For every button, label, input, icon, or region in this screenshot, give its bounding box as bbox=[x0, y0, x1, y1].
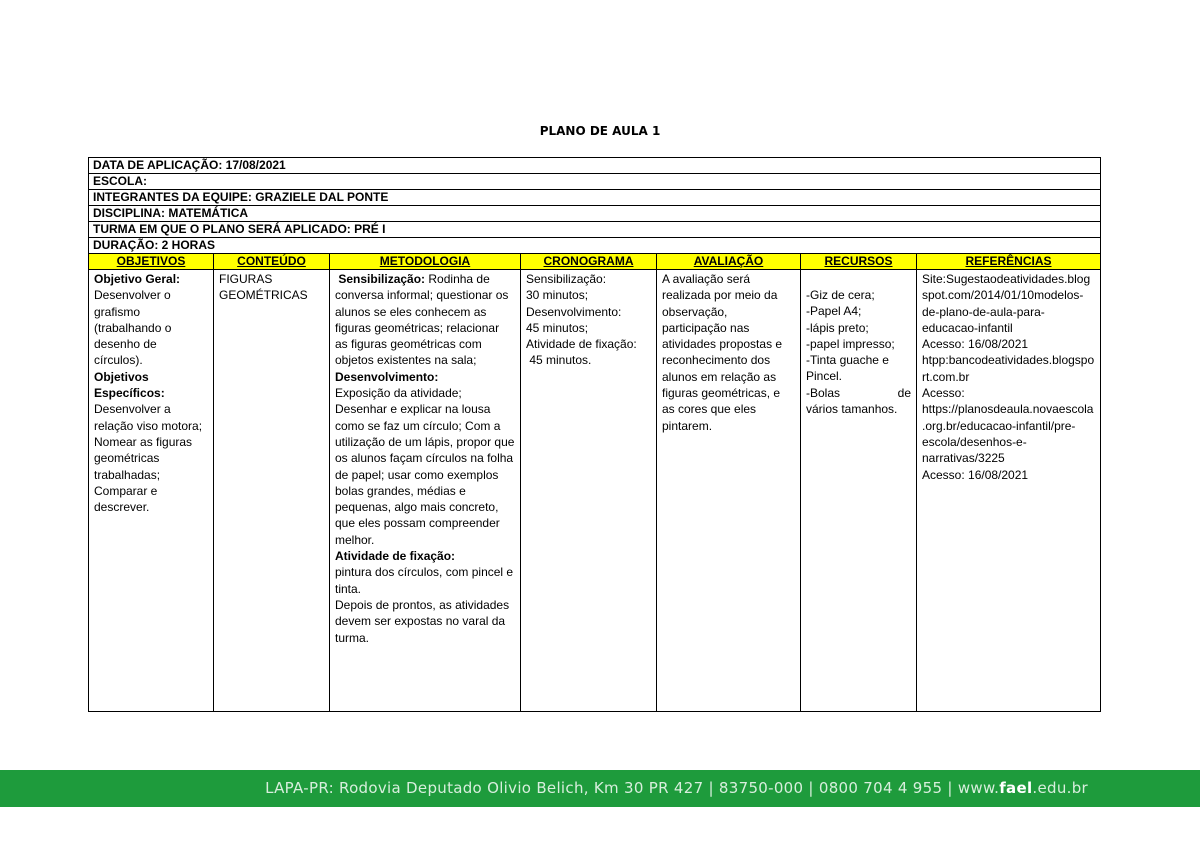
info-date: DATA DE APLICAÇÃO: 17/08/2021 bbox=[89, 158, 1101, 174]
document-title: PLANO DE AULA 1 bbox=[539, 124, 661, 138]
objetivos-cell bbox=[89, 270, 214, 712]
recurso-item: -Tinta guache e Pincel. bbox=[806, 353, 889, 384]
cronograma-line: Sensibilização: bbox=[526, 272, 607, 286]
metodologia-final-text: Depois de prontos, as atividades devem ser expostas no varal da turma. bbox=[335, 597, 510, 645]
cronograma-line: Atividade de fixação: bbox=[526, 337, 637, 352]
footer-brand: fael bbox=[999, 779, 1033, 797]
column-header-row bbox=[89, 254, 1101, 270]
objetivo-especifico-item: Comparar e descrever. bbox=[94, 483, 158, 515]
header-recursos: RECURSOS bbox=[801, 254, 917, 270]
cronograma-line: 45 minutos. bbox=[526, 353, 592, 368]
referencia-line: htpp:bancodeatividades.blogsport.com.br bbox=[922, 353, 1095, 384]
metodologia-cell bbox=[330, 270, 521, 712]
recurso-item-bolas-rest: vários tamanhos. bbox=[806, 402, 898, 417]
avaliacao-cell bbox=[657, 270, 801, 712]
avaliacao-text: A avaliação será realizada por meio da observação, participação nas atividades propostas e reconhecimento dos alunos em relação as figuras geométricas, e as cores que eles pintarem. bbox=[662, 272, 783, 433]
header-referencias: REFERÊNCIAS bbox=[917, 254, 1101, 270]
desenvolvimento-label: Desenvolvimento: bbox=[335, 369, 439, 384]
conteudo-cell bbox=[214, 270, 330, 712]
desenvolvimento-text: Exposição da atividade; Desenhar e explicar na lousa como se faz um círculo; Com a utilização de um lápis, propor que os alunos façam círculos na folha de papel; usar como exemplos bolas grandes, médias e pequenas, algo mais concreto, que eles possam compreender melhor. bbox=[335, 386, 515, 547]
referencia-line: https://planosdeaula.novaescola.org.br/educacao-infantil/pre-escola/desenhos-e-narrativas/3225 bbox=[922, 402, 1094, 466]
lesson-plan-table bbox=[88, 157, 1101, 712]
recurso-item: -papel impresso; bbox=[806, 336, 895, 351]
cronograma-cell bbox=[521, 270, 657, 712]
header-objetivos: OBJETIVOS bbox=[89, 254, 214, 270]
info-subject: DISCIPLINA: MATEMÁTICA bbox=[89, 206, 1101, 222]
recursos-cell bbox=[801, 270, 917, 712]
referencia-line: Acesso: 16/08/2021 bbox=[922, 337, 1029, 352]
referencia-line: Acesso: 16/08/2021 bbox=[922, 467, 1029, 482]
objetivo-geral-text: Desenvolver o grafismo (trabalhando o desenho de círculos). bbox=[94, 288, 172, 368]
header-avaliacao: AVALIAÇÃO bbox=[657, 254, 801, 270]
footer-domain-suffix: .edu.br bbox=[1032, 779, 1088, 797]
fixacao-label: Atividade de fixação: bbox=[335, 549, 456, 564]
sensibilizacao-text: Rodinha de conversa informal; questionar os alunos se eles conhecem as figuras geométricas; relacionar as figuras geométricas com objetos existentes na sala; bbox=[335, 272, 509, 368]
footer-bar bbox=[0, 770, 1200, 807]
referencia-line: Site:Sugestaodeatividades.blogspot.com/2014/01/10modelos-de-plano-de-aula-para-educacao-infantil bbox=[922, 272, 1091, 335]
info-school: ESCOLA: bbox=[89, 174, 1101, 190]
cronograma-line: Desenvolvimento: bbox=[526, 304, 622, 319]
info-class: TURMA EM QUE O PLANO SERÁ APLICADO: PRÉ I bbox=[89, 222, 1101, 238]
recurso-item: -Giz de cera; bbox=[806, 288, 875, 302]
header-metodologia: METODOLOGIA bbox=[330, 254, 521, 270]
fixacao-text: pintura dos círculos, com pincel e tinta. bbox=[335, 565, 514, 596]
objetivo-especifico-item: Nomear as figuras geométricas trabalhadas; bbox=[94, 434, 193, 482]
cronograma-line: 45 minutos; bbox=[526, 320, 589, 335]
referencia-line: Acesso: bbox=[922, 386, 965, 401]
objetivo-geral-label: Objetivo Geral: bbox=[94, 272, 181, 286]
info-team: INTEGRANTES DA EQUIPE: GRAZIELE DAL PONTE bbox=[89, 190, 1101, 206]
recurso-item: -Papel A4; bbox=[806, 304, 862, 319]
info-duration: DURAÇÃO: 2 HORAS bbox=[89, 238, 1101, 254]
objetivo-especifico-item: Desenvolver a relação viso motora; bbox=[94, 402, 203, 433]
referencias-cell bbox=[917, 270, 1101, 712]
recurso-item: -lápis preto; bbox=[806, 320, 869, 335]
header-conteudo: CONTEÚDO bbox=[214, 254, 330, 270]
objetivos-especificos-label: Objetivos Específicos: bbox=[94, 369, 165, 401]
cronograma-line: 30 minutos; bbox=[526, 288, 589, 303]
conteudo-text: FIGURAS GEOMÉTRICAS bbox=[219, 272, 308, 303]
sensibilizacao-label: Sensibilização: bbox=[338, 272, 426, 286]
recurso-item-bolas: -Bolas de bbox=[806, 385, 911, 400]
footer-address: LAPA-PR: Rodovia Deputado Olivio Belich, Km 30 PR 427 | 83750-000 | 0800 704 4 955 | www. bbox=[265, 779, 1000, 797]
header-cronograma: CRONOGRAMA bbox=[521, 254, 657, 270]
content-row bbox=[89, 270, 1101, 712]
